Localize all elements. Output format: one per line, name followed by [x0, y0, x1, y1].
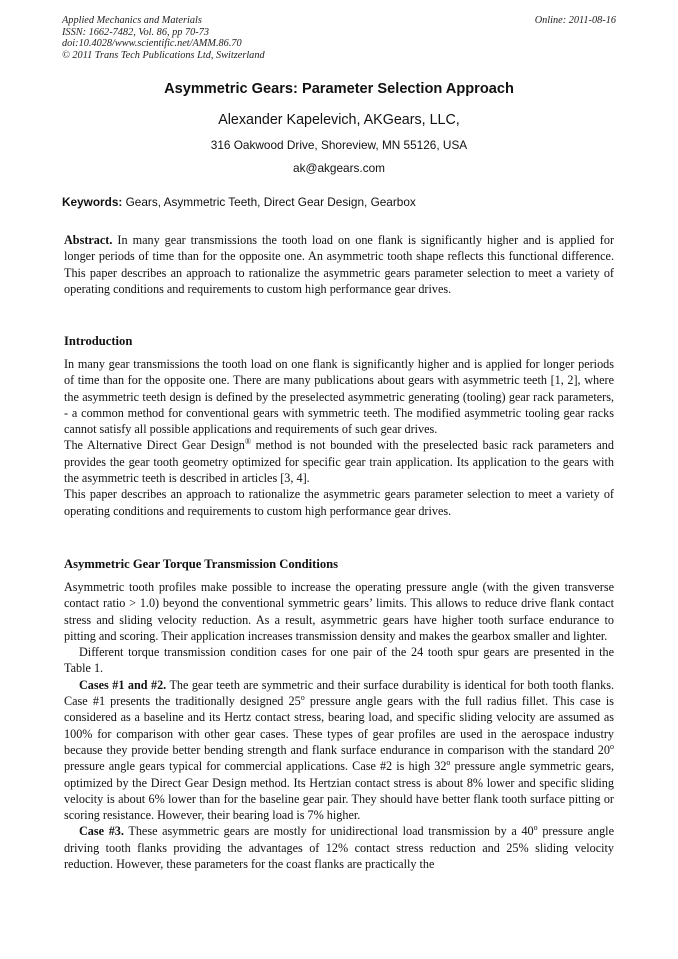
intro-paragraph-2: [64, 437, 614, 486]
abstract-label: Abstract.: [64, 233, 113, 247]
intro-p2-start: The Alternative Direct Gear Design: [64, 438, 245, 453]
author-line: Alexander Kapelevich, AKGears, LLC,: [218, 112, 460, 128]
keywords-line: [62, 195, 616, 209]
paper-title: Asymmetric Gears: Parameter Selection Approach: [164, 81, 514, 97]
case-3-paragraph: [64, 823, 614, 872]
intro-p2-end: method is not bounded with the preselected basic rack parameters and provides the gear tooth geometry optimized for specific gear train application. Its application to the gears with the asymmetric teeth is described in articles [3, 4].: [64, 438, 614, 486]
torque-conditions-heading: Asymmetric Gear Torque Transmission Conditions: [64, 557, 339, 571]
degree-mark: o: [610, 741, 614, 751]
degree-mark: o: [533, 823, 538, 833]
journal-header: [62, 15, 616, 61]
abstract-paragraph: [64, 232, 614, 297]
journal-name: Applied Mechanics and Materials: [62, 15, 202, 26]
case-3-label: Case #3.: [79, 824, 124, 839]
intro-paragraph-1: In many gear transmissions the tooth load on one flank is significantly higher and is applied for longer periods of time than for the opposite one. There are many publications about gears with asymmetric teeth [1, 2], where the asymmetric teeth design is defined by the preselected asymmetric generating (tooling) gear rack parameters, - a common method for conventional gears with symmetric teeth. The modified asymmetric tooling gear racks cannot satisfy all possible applications and requirements of such gear drives.: [64, 357, 614, 437]
author-email: ak@akgears.com: [293, 161, 385, 175]
case-3-text-a: These asymmetric gears are mostly for unidirectional load transmission by a 40: [123, 824, 534, 839]
degree-mark: o: [300, 693, 305, 703]
introduction-section: [64, 356, 614, 519]
cases-text-d: pressure angle symmetric gears, optimized by the Direct Gear Design method. Its Hertzian contact stress is about 8% lower and specific sliding velocity is about 6% lower than for the baseline gear pair. They should have better flank tooth surface pitting or scoring resistance. However, their bearing load is 7% higher.: [64, 759, 614, 823]
author-address: 316 Oakwood Drive, Shoreview, MN 55126, USA: [210, 138, 468, 152]
cases-text-a: The gear teeth are symmetric and their surface durability is identical for both tooth flanks. Case #1 presents the traditionally designed 25: [64, 677, 614, 709]
case-3-text-b: pressure angle driving tooth flanks providing the advantages of 12% contact stress reduction and 25% sliding velocity reduction. However, these parameters for the coast flanks are practically the: [64, 824, 614, 872]
copyright-line: © 2011 Trans Tech Publications Ltd, Switzerland: [62, 49, 265, 61]
keywords-text: Gears, Asymmetric Teeth, Direct Gear Design, Gearbox: [122, 195, 416, 209]
introduction-heading: Introduction: [64, 334, 133, 348]
cases-text-b: pressure angle gears with the full radius fillet. This case is considered as a baseline and its Hertz contact stress, bearing load, and specific sliding velocity are assumed as 100% for comparison with other gear cases. These types of gear profiles are used in the aerospace industry because they provide better bending strength and flank surface endurance in comparison with the standard 20: [64, 694, 614, 757]
registered-mark: ®: [244, 437, 251, 447]
issn-line: ISSN: 1662-7482, Vol. 86, pp 70-73: [62, 26, 210, 38]
degree-mark: o: [446, 758, 451, 768]
abstract-section: [64, 232, 614, 297]
cases-1-2-label: Cases #1 and #2.: [79, 677, 167, 692]
intro-paragraph-3: This paper describes an approach to rationalize the asymmetric gears parameter selection to meet a variety of operating conditions and requirements to custom high performance gear drives.: [64, 487, 614, 518]
cases-text-c: pressure angle gears typical for commercial applications. Case #2 is high 32: [64, 759, 447, 774]
torque-paragraph-2: Different torque transmission condition cases for one pair of the 24 tooth spur gears are presented in the Table 1.: [64, 645, 614, 676]
doi-line: doi:10.4028/www.scientific.net/AMM.86.70: [62, 38, 242, 50]
torque-paragraph-1: Asymmetric tooth profiles make possible to increase the operating pressure angle (with the given transverse contact ratio > 1.0) beyond the conventional symmetric gears’ limits. This allows to reduce drive flank contact stress and sliding velocity reduction. As a result, asymmetric gears have higher tooth surface endurance to pitting and scoring. Their application increases transmission density and makes the gearbox smaller and lighter.: [64, 580, 614, 643]
keywords-label: Keywords:: [62, 195, 123, 209]
cases-1-2-paragraph: [64, 677, 614, 824]
abstract-text: In many gear transmissions the tooth load on one flank is significantly higher and is applied for longer periods of time than for the opposite one. An asymmetric tooth shape reflects this functional difference. This paper describes an approach to rationalize the asymmetric gears parameter selection to meet a variety of operating conditions and requirements to custom high performance gear drives.: [64, 233, 614, 296]
online-date: Online: 2011-08-16: [534, 15, 616, 26]
torque-conditions-section: [64, 579, 614, 872]
